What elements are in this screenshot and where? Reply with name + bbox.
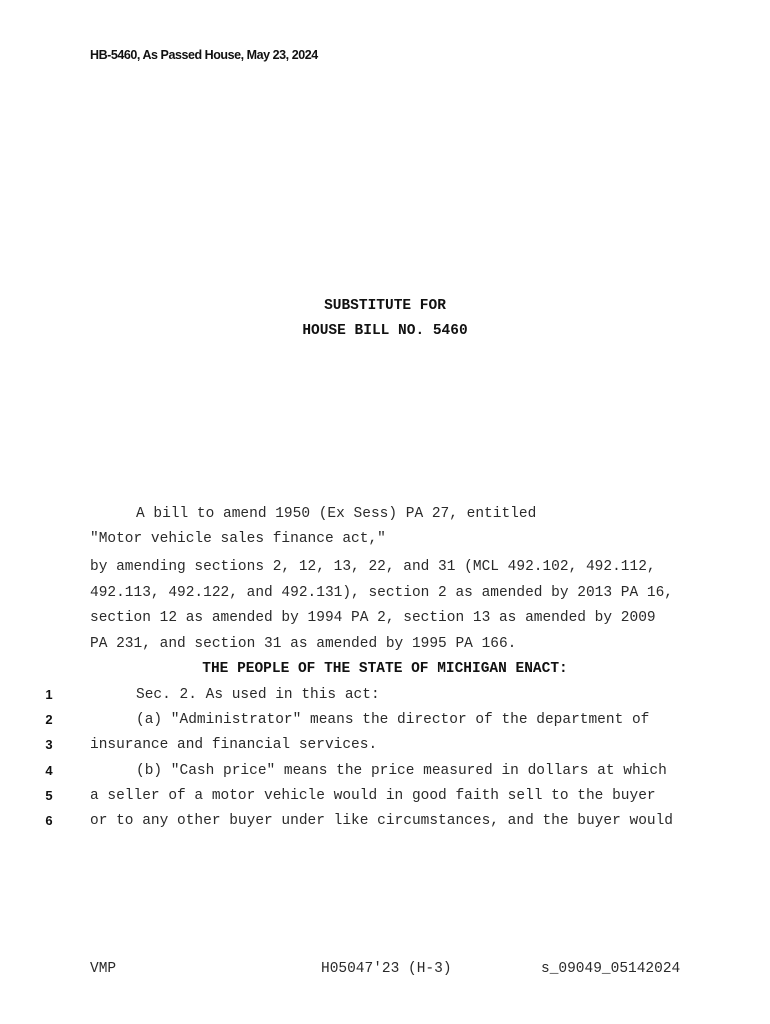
footer-document-id: H05047'23 (H-3) xyxy=(321,961,452,977)
page-header-title: HB-5460, As Passed House, May 23, 2024 xyxy=(90,48,318,62)
body-line: Sec. 2. As used in this act: xyxy=(136,687,380,703)
body-line: (a) "Administrator" means the director of the department of xyxy=(136,712,650,728)
footer-file-code: s_09049_05142024 xyxy=(541,961,681,977)
body-line: (b) "Cash price" means the price measured in dollars at which xyxy=(136,763,667,779)
body-line: insurance and financial services. xyxy=(90,737,378,753)
bill-title-line: A bill to amend 1950 (Ex Sess) PA 27, entitled xyxy=(136,506,537,522)
bill-title-line: 492.113, 492.122, and 492.131), section 2 as amended by 2013 PA 16, xyxy=(90,585,673,601)
line-number: 4 xyxy=(45,763,53,778)
bill-title-line: "Motor vehicle sales finance act," xyxy=(90,531,386,547)
line-number: 6 xyxy=(45,813,53,828)
footer-drafter-initials: VMP xyxy=(90,961,117,977)
body-line: or to any other buyer under like circumstances, and the buyer would xyxy=(90,813,673,829)
heading-substitute-for: SUBSTITUTE FOR xyxy=(324,298,446,314)
enacting-clause: THE PEOPLE OF THE STATE OF MICHIGAN ENACT: xyxy=(202,661,568,677)
body-line: a seller of a motor vehicle would in good faith sell to the buyer xyxy=(90,788,656,804)
heading-bill-number: HOUSE BILL NO. 5460 xyxy=(302,323,468,339)
line-number: 3 xyxy=(45,737,53,752)
bill-title-line: PA 231, and section 31 as amended by 1995 PA 166. xyxy=(90,636,517,652)
line-number: 5 xyxy=(45,788,53,803)
line-number: 1 xyxy=(45,687,53,702)
bill-title-line: by amending sections 2, 12, 13, 22, and 31 (MCL 492.102, 492.112, xyxy=(90,559,656,575)
bill-title-line: section 12 as amended by 1994 PA 2, section 13 as amended by 2009 xyxy=(90,610,656,626)
line-number: 2 xyxy=(45,712,53,727)
